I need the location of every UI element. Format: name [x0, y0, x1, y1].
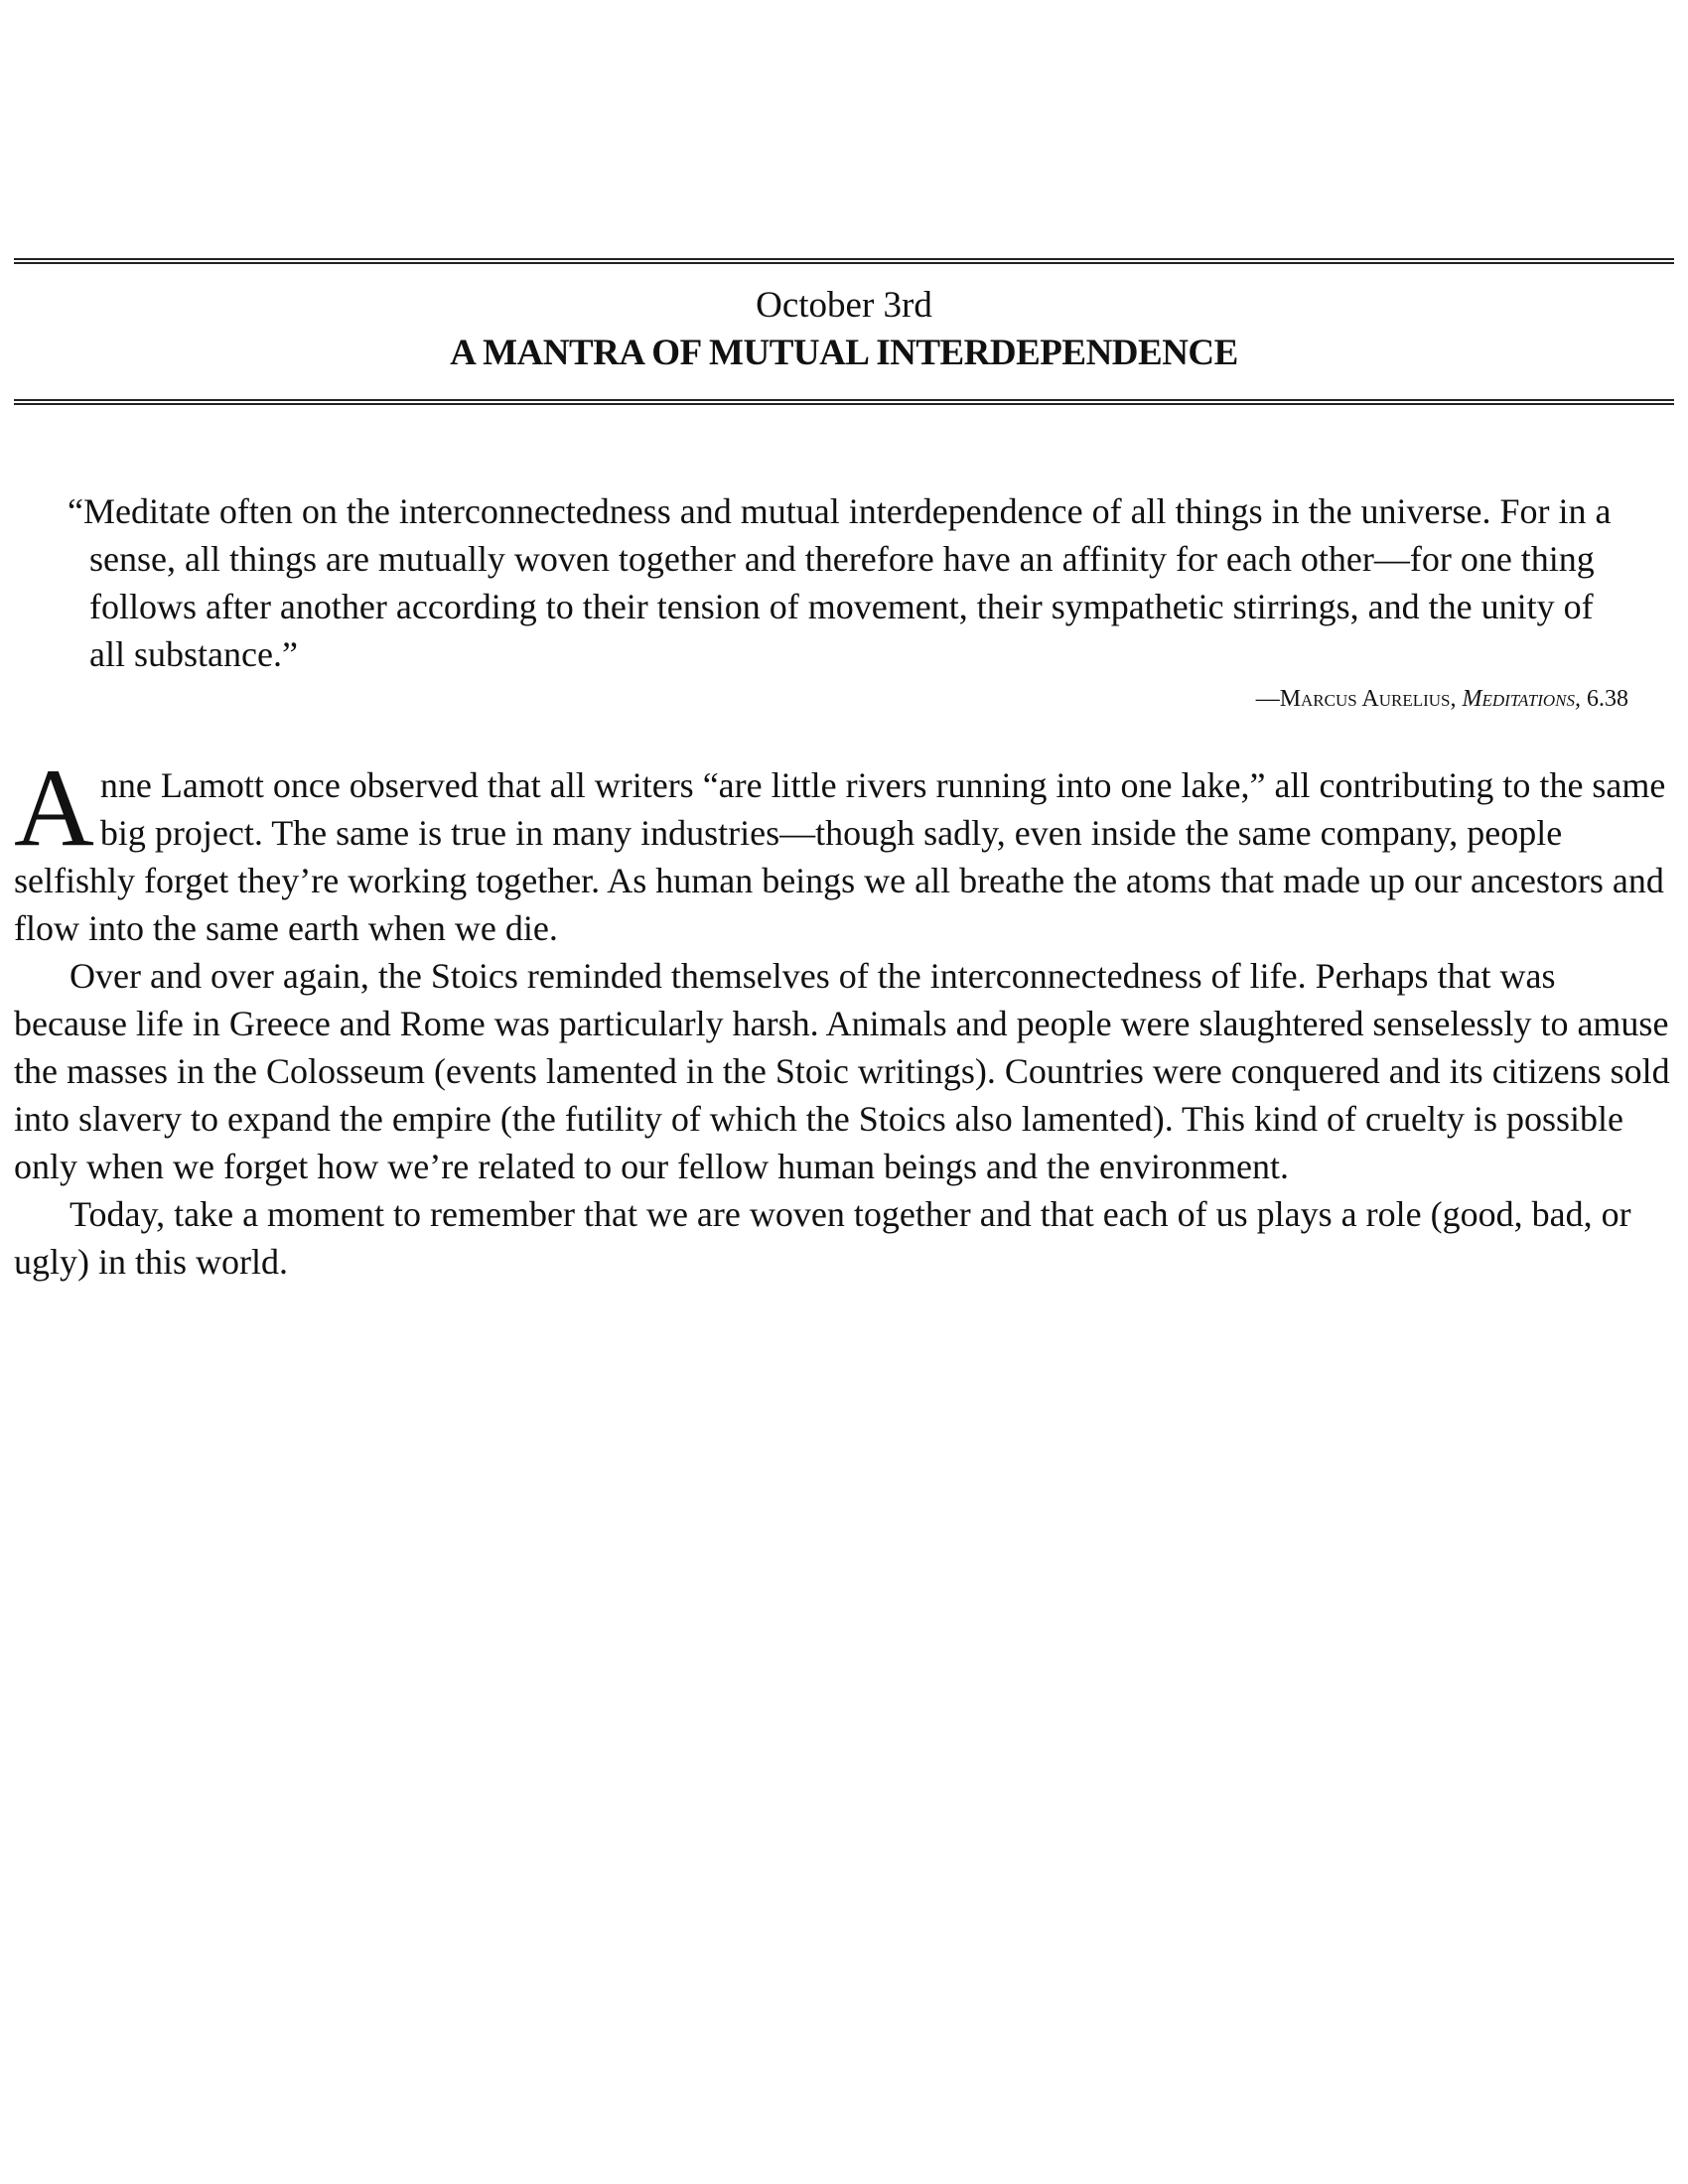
top-double-rule	[14, 258, 1674, 264]
entry-date: October 3rd	[756, 285, 932, 326]
attribution-work: Meditations,	[1462, 686, 1581, 712]
body-paragraph-1-text: nne Lamott once observed that all writers “are little rivers running into one lake,” all contributing to the same big project. The same is true in many industries—though sadly, even inside the same company, people selfishly forget they’re working together. As human beings we all breathe the atoms that made up our ancestors and flow into the same earth when we die.	[14, 765, 1666, 948]
body-paragraph-2: Over and over again, the Stoics reminded themselves of the interconnectedness of life. Perhaps that was because life in Greece and Rome was particularly harsh. Animals and people were slaughtered senselessly to amuse the masses in the Colosseum (events lamented in the Stoic writings). Countries were conquered and its citizens sold into slavery to expand the empire (the futility of which the Stoics also lamented). This kind of cruelty is possible only when we forget how we’re related to our fellow human beings and the environment.	[14, 956, 1670, 1186]
epigraph-attribution	[1256, 683, 1628, 715]
entry-title: A MANTRA OF MUTUAL INTERDEPENDENCE	[450, 333, 1238, 373]
body-paragraph-3: Today, take a moment to remember that we are woven together and that each of us plays a role (good, bad, or ugly) in this world.	[14, 1194, 1631, 1282]
attribution-author: —Marcus Aurelius,	[1255, 686, 1457, 712]
body-paragraph-1	[14, 747, 1674, 952]
entry-header	[14, 282, 1674, 377]
epigraph-quote	[68, 487, 1617, 678]
entry-body	[14, 747, 1674, 1286]
drop-cap: A	[14, 747, 94, 870]
bottom-double-rule	[14, 399, 1674, 405]
attribution-ref: 6.38	[1587, 686, 1628, 712]
epigraph-text: “Meditate often on the interconnectedness and mutual interdependence of all things in the universe. For in a sense, all things are mutually woven together and therefore have an affinity for each other—for one thing follows after another according to their tension of movement, their sympathetic stirrings, and the unity of all substance.”	[68, 491, 1612, 674]
